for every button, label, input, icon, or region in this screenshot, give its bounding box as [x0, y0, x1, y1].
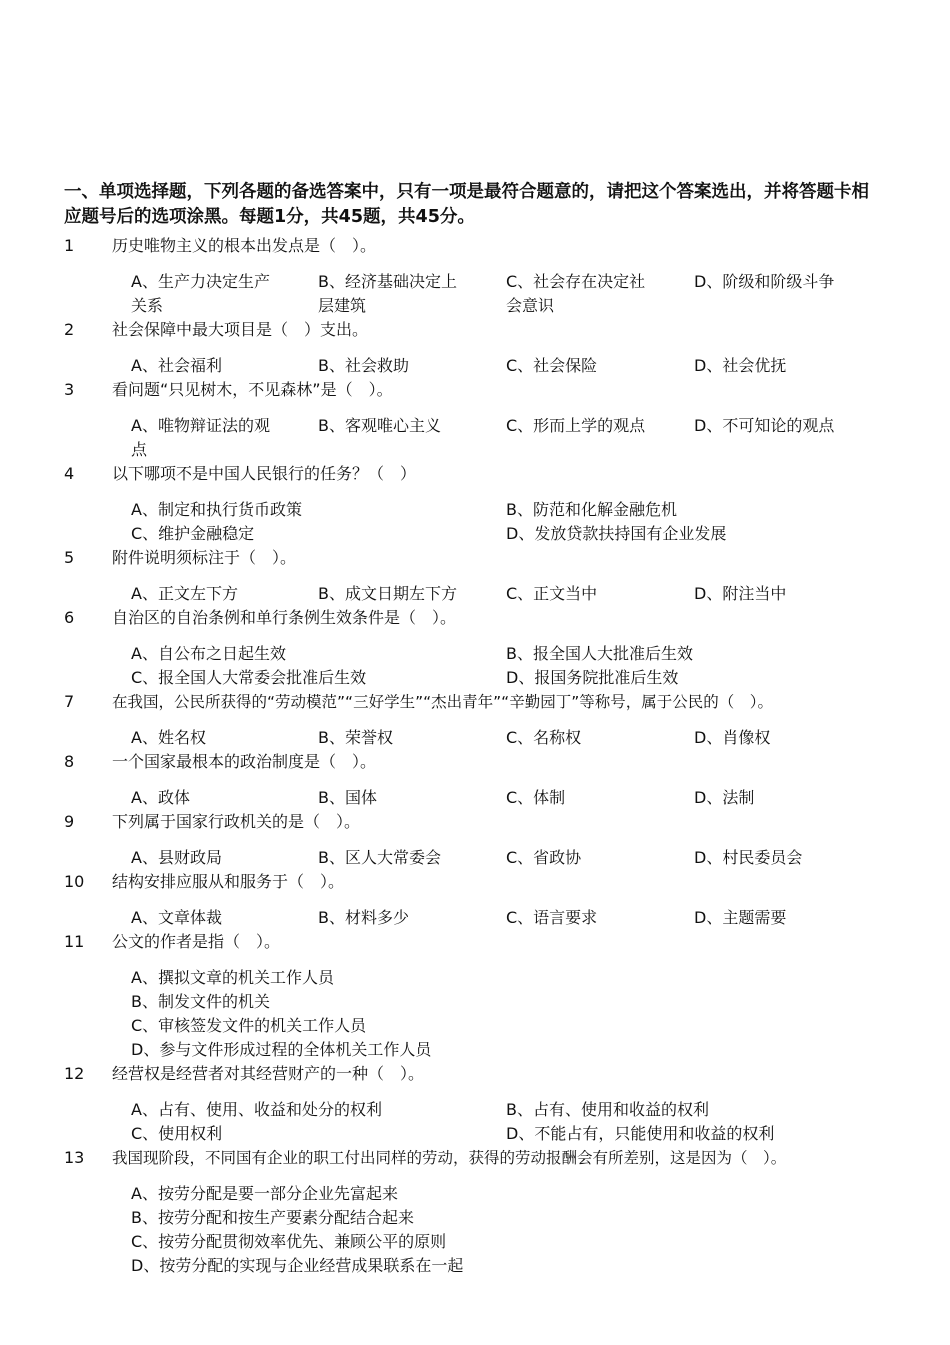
question-13	[0, 1146, 950, 1278]
question-5	[0, 546, 950, 606]
option-b: B、报全国人大批准后生效	[506, 644, 693, 663]
option-a: A、正文左下方	[131, 584, 238, 603]
question-number: 11	[64, 932, 85, 951]
question-stem: 我国现阶段，不同国有企业的职工付出同样的劳动，获得的劳动报酬会有所差别，这是因为（ ）。	[112, 1149, 787, 1167]
option-d: D、报国务院批准后生效	[506, 668, 679, 687]
question-stem: 公文的作者是指（ ）。	[112, 932, 281, 951]
question-stem: 历史唯物主义的根本出发点是（ ）。	[112, 236, 377, 255]
question-stem: 看问题“只见树木，不见森林”是（ ）。	[112, 380, 393, 399]
option-d: D、主题需要	[694, 908, 787, 927]
option-c: C、名称权	[506, 728, 582, 747]
option-c: C、审核签发文件的机关工作人员	[131, 1016, 367, 1035]
option-a: A、政体	[131, 788, 190, 807]
question-number: 2	[64, 320, 75, 339]
question-number: 1	[64, 236, 75, 255]
question-6	[0, 606, 950, 690]
question-stem: 附件说明须标注于（ ）。	[112, 548, 297, 567]
option-c: C、报全国人大常委会批准后生效	[131, 668, 367, 687]
question-number: 9	[64, 812, 75, 831]
question-number: 3	[64, 380, 75, 399]
question-11	[0, 930, 950, 1062]
option-b: B、占有、使用和收益的权利	[506, 1100, 709, 1119]
option-b: B、社会救助	[318, 356, 409, 375]
option-c: C、社会存在决定社会意识	[506, 272, 646, 315]
option-a: A、唯物辩证法的观点	[131, 416, 270, 459]
option-a: A、文章体裁	[131, 908, 222, 927]
option-a: A、县财政局	[131, 848, 222, 867]
question-4	[0, 462, 950, 546]
option-d: D、肖像权	[694, 728, 771, 747]
question-8	[0, 750, 950, 810]
option-c: C、正文当中	[506, 584, 598, 603]
option-c: C、省政协	[506, 848, 582, 867]
option-b: B、经济基础决定上层建筑	[318, 272, 457, 315]
option-d: D、社会优抚	[694, 356, 787, 375]
option-c: C、使用权利	[131, 1124, 223, 1143]
option-b: B、制发文件的机关	[131, 992, 270, 1011]
option-c: C、维护金融稳定	[131, 524, 255, 543]
option-a: A、姓名权	[131, 728, 206, 747]
option-d: D、按劳分配的实现与企业经营成果联系在一起	[131, 1256, 464, 1275]
question-stem: 经营权是经营者对其经营财产的一种（ ）。	[112, 1064, 425, 1083]
option-a: A、按劳分配是要一部分企业先富起来	[131, 1184, 398, 1203]
question-stem: 以下哪项不是中国人民银行的任务？（ ）	[112, 464, 417, 483]
option-a: A、制定和执行货币政策	[131, 500, 302, 519]
option-c: C、体制	[506, 788, 566, 807]
option-b: B、成文日期左下方	[318, 584, 457, 603]
question-number: 13	[64, 1148, 85, 1167]
option-c: C、社会保险	[506, 356, 598, 375]
question-1	[0, 234, 950, 324]
question-7	[0, 690, 950, 750]
option-d: D、参与文件形成过程的全体机关工作人员	[131, 1040, 432, 1059]
question-stem: 社会保障中最大项目是（ ）支出。	[112, 320, 369, 339]
question-number: 6	[64, 608, 75, 627]
option-b: B、国体	[318, 788, 377, 807]
option-b: B、区人大常委会	[318, 848, 441, 867]
question-10	[0, 870, 950, 930]
option-a: A、社会福利	[131, 356, 222, 375]
option-b: B、材料多少	[318, 908, 409, 927]
option-a: A、自公布之日起生效	[131, 644, 286, 663]
question-number: 12	[64, 1064, 85, 1083]
option-d: D、不可知论的观点	[694, 416, 835, 435]
question-3	[0, 378, 950, 462]
question-number: 7	[64, 692, 75, 711]
question-number: 8	[64, 752, 75, 771]
question-stem: 下列属于国家行政机关的是（ ）。	[112, 812, 361, 831]
option-c: C、按劳分配贯彻效率优先、兼顾公平的原则	[131, 1232, 447, 1251]
option-b: B、客观唯心主义	[318, 416, 441, 435]
option-b: B、荣誉权	[318, 728, 393, 747]
question-stem: 在我国，公民所获得的“劳动模范”“三好学生”“杰出青年”“辛勤园丁”等称号，属于公民的（ ）。	[112, 693, 773, 711]
question-12	[0, 1062, 950, 1146]
option-c: C、形而上学的观点	[506, 416, 646, 435]
option-b: B、按劳分配和按生产要素分配结合起来	[131, 1208, 414, 1227]
question-number: 4	[64, 464, 75, 483]
option-d: D、村民委员会	[694, 848, 803, 867]
question-number: 5	[64, 548, 75, 567]
question-stem: 自治区的自治条例和单行条例生效条件是（ ）。	[112, 608, 457, 627]
option-d: D、不能占有，只能使用和收益的权利	[506, 1124, 775, 1143]
section-heading: 一、单项选择题，下列各题的备选答案中，只有一项是最符合题意的，请把这个答案选出，并将答题卡相应题号后的选项涂黑。每题1分，共45题，共45分。	[64, 182, 869, 227]
option-a: A、占有、使用、收益和处分的权利	[131, 1100, 382, 1119]
option-d: D、阶级和阶级斗争	[694, 272, 835, 291]
question-9	[0, 810, 950, 870]
option-d: D、附注当中	[694, 584, 787, 603]
option-b: B、防范和化解金融危机	[506, 500, 677, 519]
option-d: D、发放贷款扶持国有企业发展	[506, 524, 727, 543]
question-number: 10	[64, 872, 85, 891]
option-a: A、生产力决定生产关系	[131, 272, 270, 315]
option-d: D、法制	[694, 788, 755, 807]
question-stem: 一个国家最根本的政治制度是（ ）。	[112, 752, 377, 771]
option-c: C、语言要求	[506, 908, 598, 927]
question-stem: 结构安排应服从和服务于（ ）。	[112, 872, 345, 891]
option-a: A、撰拟文章的机关工作人员	[131, 968, 334, 987]
question-2	[0, 318, 950, 378]
